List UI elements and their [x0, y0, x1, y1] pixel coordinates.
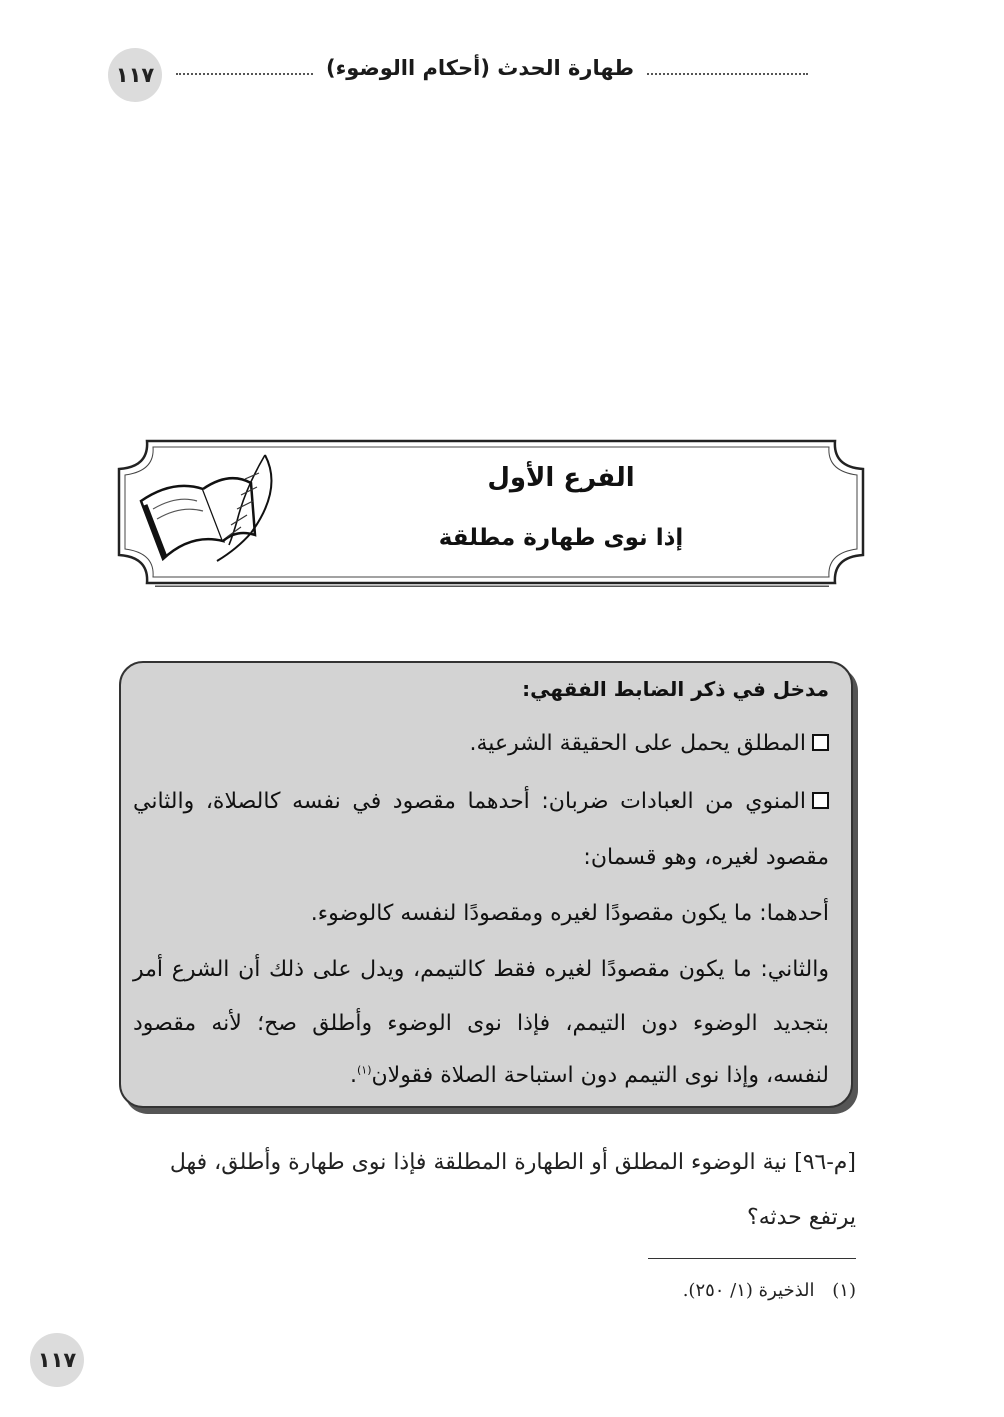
rule-bullet-1	[133, 731, 829, 756]
rule-box	[119, 661, 853, 1108]
rule-second-kind-line-1: والثاني: ما يكون مقصودًا لغيره فقط كالتيمم، ويدل على ذلك أن الشرع أمر	[133, 957, 829, 982]
footnote	[560, 1280, 856, 1301]
footnote-ref[interactable]: (١)	[356, 1063, 372, 1077]
book-and-quill-icon	[133, 449, 283, 569]
branch-title: الفرع الأول	[487, 463, 635, 493]
header-title-wrapper	[100, 56, 860, 80]
rule-line-end: .	[349, 1063, 357, 1088]
rule-heading: مدخل في ذكر الضابط الفقهي:	[522, 677, 829, 701]
footnote-marker: (١)	[832, 1280, 856, 1301]
rule-bullet-2-line-2: مقصود لغيره، وهو قسمان:	[583, 845, 829, 870]
footnote-separator	[648, 1258, 856, 1259]
header-page-number: ١١٧	[108, 48, 162, 102]
running-header	[100, 44, 860, 104]
rule-second-kind-line-2: بتجديد الوضوء دون التيمم، فإذا نوى الوضوء وأطلق صح؛ لأنه مقصود	[133, 1011, 829, 1036]
checkbox-icon	[812, 734, 829, 751]
chapter-subtitle: إذا نوى طهارة مطلقة	[438, 525, 684, 551]
footnote-text: الذخيرة (١/ ٢٥٠).	[682, 1280, 815, 1301]
body-line-1: [م-٩٦] نية الوضوء المطلق أو الطهارة المطلقة فإذا نوى طهارة وأطلق، فهل	[169, 1150, 856, 1175]
rule-second-kind-line-3-text: لنفسه، وإذا نوى التيمم دون استباحة الصلاة فقولان	[371, 1063, 829, 1088]
header-title: طهارة الحدث (أحكام االوضوء)	[314, 56, 646, 80]
rule-bullet-2-line-1: المنوي من العبادات ضربان: أحدهما مقصود في نفسه كالصلاة، والثاني	[133, 789, 806, 814]
body-line-2: يرتفع حدثه؟	[747, 1205, 856, 1230]
rule-second-kind-line-3	[133, 1063, 829, 1088]
rule-first-kind: أحدهما: ما يكون مقصودًا لغيره ومقصودًا لنفسه كالوضوء.	[310, 901, 829, 926]
chapter-heading-box	[115, 437, 867, 587]
checkbox-icon	[812, 792, 829, 809]
footer-page-number: ١١٧	[30, 1333, 84, 1387]
rule-bullet-1-text: المطلق يحمل على الحقيقة الشرعية.	[469, 731, 806, 756]
rule-bullet-2	[133, 789, 829, 814]
